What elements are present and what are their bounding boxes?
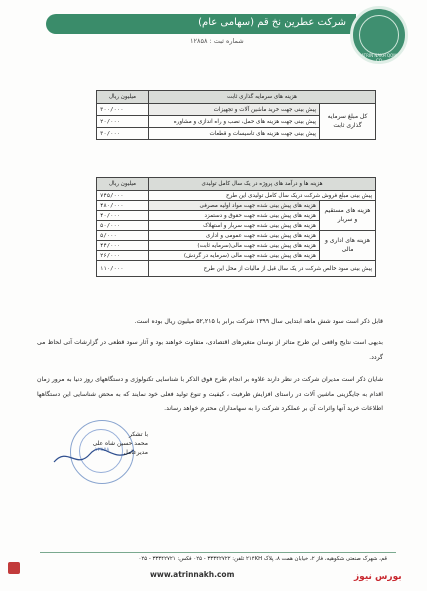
t2-unit-header: میلیون ریال (97, 178, 149, 191)
t2-row-value: ۴۴/۰۰۰ (97, 241, 149, 251)
signature-name: محمد حسین شاه علی (92, 440, 148, 447)
registration-number: شماره ثبت : ۱۲۸۵۸ (190, 37, 244, 45)
paragraph-plans: شایان ذکر است مدیران شرکت در نظر دارند علاوه بر انجام طرح فوق الذکر با شناسایی تکنولوژی و دستگاههای روز دنیا به مرور زمان اقدام به جایگزینی ماشین آلات در راستای افزایش ظرفیت ، کیفیت و تنوع تولید فعلی خود نمایند که به محض شناسایی این دستگاهها اطلاعات خرید آنها واثرات آن بر عملکرد شرکت را به سهامداران محترم خواهد رساند. (37, 376, 383, 412)
t2-row-desc: هزینه های پیش بینی شده جهت حقوق و دستمزد (149, 211, 320, 221)
t2-row-value: ۴۰/۰۰۰ (97, 211, 149, 221)
t2-sales-desc: پیش بینی مبلغ فروش شرکت دریک سال کامل تولیدی این طرح (149, 191, 376, 201)
t2-row-desc: هزینه های پیش بینی شده جهت سربار و استهلاک (149, 221, 320, 231)
t1-row-value: ۲۰/۰۰۰ (97, 116, 149, 128)
t2-row-value: ۴۸۰/۰۰۰ (97, 201, 149, 211)
footer-divider (40, 552, 396, 553)
footer-address: قم، شهرک صنعتی شکوهیه، فاز ۲، خیابان همت ۸، پلاک ۲۱۴KH تلفن: ۳۳۳۴۲۷۲۲ - ۰۲۵ فکس: ۳۳۳۴۲۷۲۱ - ۰۲۵ (138, 556, 387, 562)
paragraph-disclaimer: بدیهی است نتایج واقعی این طرح متاثر از نوسان متغیرهای اقتصادی، متفاوت خواهند بود و آثار سود قطعی در گزارشات آتی لحاظ می گردد. (37, 339, 383, 361)
t2-row-desc: هزینه های پیش بینی شده جهت عمومی و اداری (149, 231, 320, 241)
t2-row-value: ۵/۰۰۰ (97, 231, 149, 241)
company-name: شرکت عطرین نخ قم (سهامی عام) (198, 17, 346, 28)
t1-row-desc: پیش بینی جهت هزینه های حمل، نصب و راه اندازی و مشاوره (149, 116, 320, 128)
company-logo-icon (350, 6, 408, 64)
t2-profit-value: ۱۱۰/۰۰۰ (97, 261, 149, 277)
t2-row-value: ۵۰/۰۰۰ (97, 221, 149, 231)
logo-text: ATRIN NAKH QOM CO (361, 53, 397, 63)
t2-row-desc: هزینه های پیش بینی شده جهت مواد اولیه مصرفی (149, 201, 320, 211)
t1-row-value: ۳۰۰/۰۰۰ (97, 104, 149, 116)
paragraph-profit-note: قابل ذکر است سود شش ماهه ابتدایی سال ۱۳۹۹ شرکت برابر با ۵۲,۲۱۵ میلیون ریال بوده است. (134, 318, 383, 325)
logo-ring (359, 15, 399, 55)
t1-group-label: کل مبلغ سرمایه گذاری ثابت (320, 104, 376, 140)
fixed-investment-table (96, 90, 376, 140)
side-logo-mark-icon (8, 562, 20, 574)
signature-title: مدیرعامل (123, 449, 148, 456)
t2-profit-desc: پیش بینی سود خالص شرکت در یک سال قبل از مالیات از محل این طرح (149, 261, 376, 277)
t1-unit-header: میلیون ریال (97, 91, 149, 104)
t2-group1-label: هزینه های مستقیم و سربار (320, 201, 376, 231)
project-income-table (96, 177, 376, 277)
footer-website: www.atrinnakh.com (150, 570, 235, 579)
signature-closing: با تشکر (128, 431, 148, 438)
t1-row-desc: پیش بینی جهت خرید ماشین آلات و تجهیزات (149, 104, 320, 116)
t2-row-desc: هزینه های پیش بینی شده جهت مالی(سرمایه ثابت) (149, 241, 320, 251)
t2-row-desc: هزینه های پیش بینی شده جهت مالی (سرمایه در گردش) (149, 251, 320, 261)
t1-row-value: ۳۰/۰۰۰ (97, 128, 149, 140)
header-band (46, 14, 356, 34)
t2-desc-header: هزینه ها و درآمد های پروژه در یک سال کامل تولیدی (149, 178, 376, 191)
t2-group2-label: هزینه های اداری و مالی (320, 231, 376, 261)
t1-row-desc: پیش بینی جهت هزینه های تاسیسات و قطعات (149, 128, 320, 140)
bourse-news-watermark: بورس نیوز (354, 572, 402, 582)
t2-row-value: ۲۶/۰۰۰ (97, 251, 149, 261)
stamp-number: ۱۲۸۵۸ (94, 447, 110, 453)
t2-sales-value: ۷۴۵/۰۰۰ (97, 191, 149, 201)
t1-desc-header: هزینه های سرمایه گذاری ثابت (149, 91, 376, 104)
signature-block (58, 430, 148, 457)
